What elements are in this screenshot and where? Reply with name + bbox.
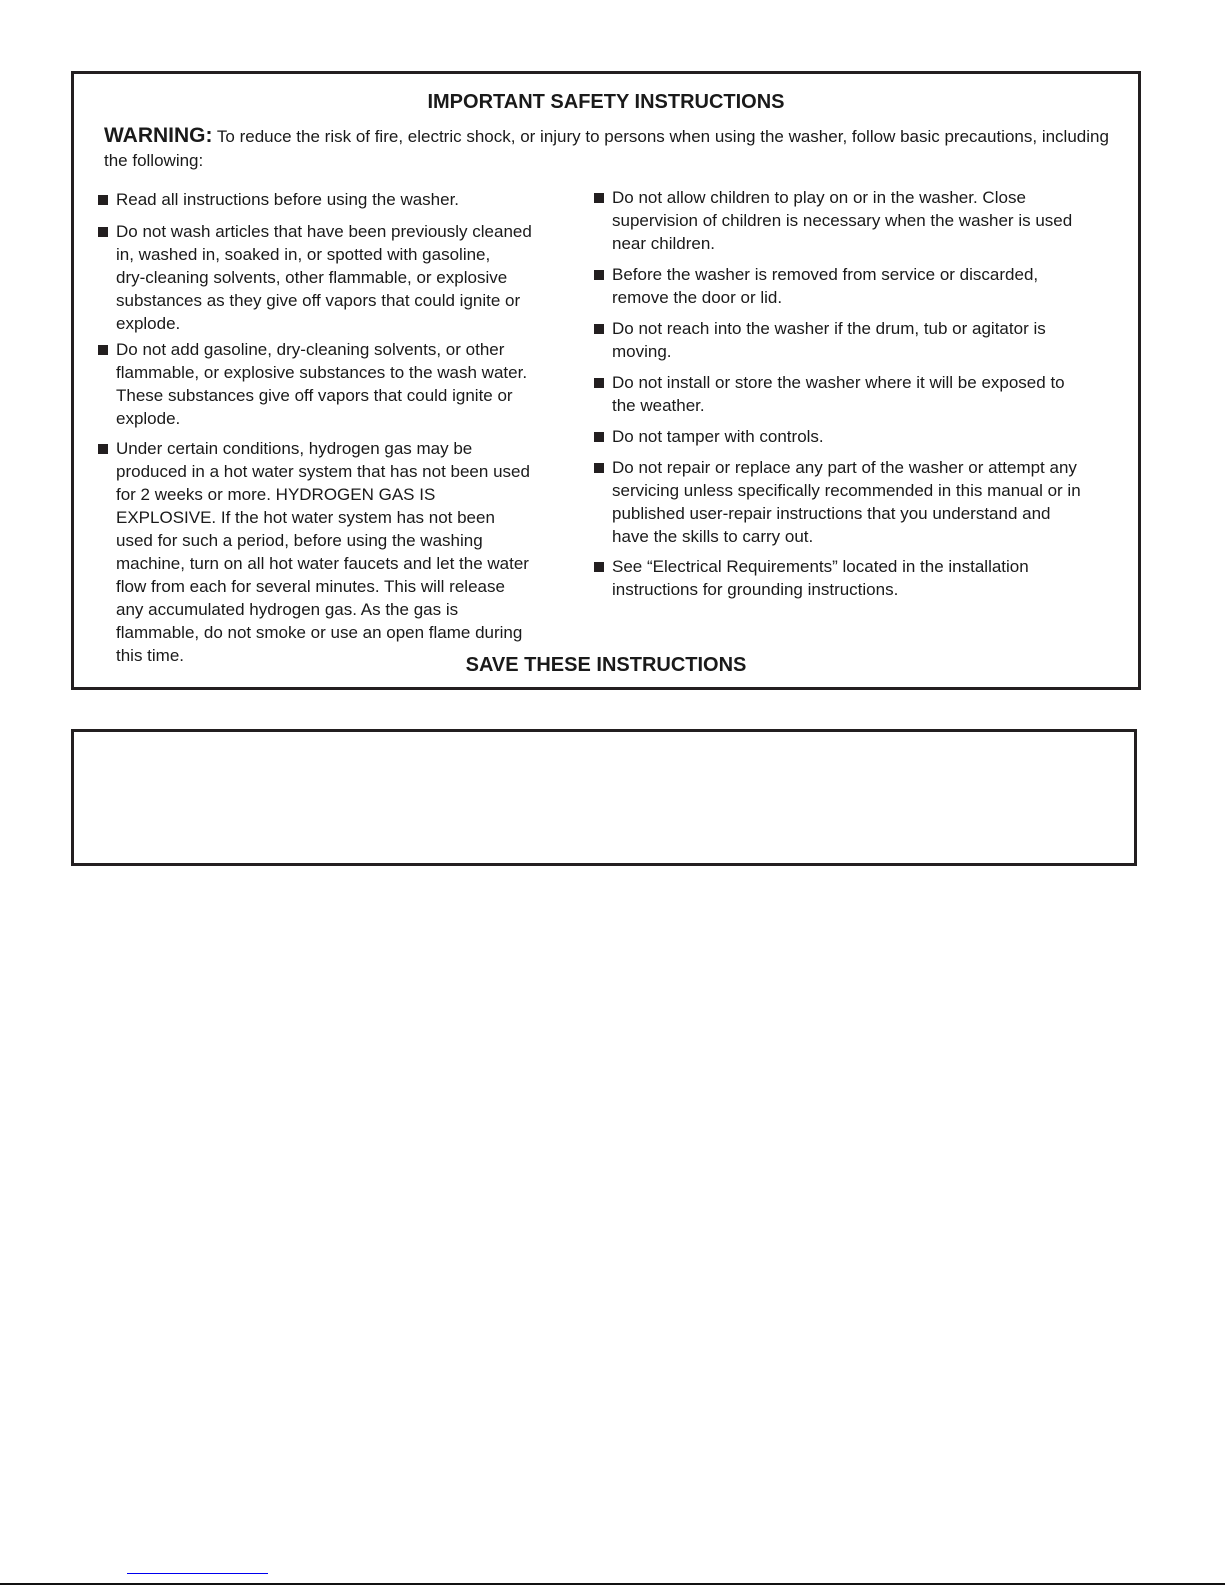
hyperlink-underline[interactable] <box>127 1573 268 1574</box>
list-item <box>98 188 459 211</box>
safety-title: IMPORTANT SAFETY INSTRUCTIONS <box>427 91 785 113</box>
warning-paragraph <box>104 124 1114 173</box>
bullet-icon <box>594 378 604 388</box>
item-text: Do not repair or replace any part of the washer or attempt any servicing unless specifically recommended in this manual or in published user-repair instructions that you understand and have the skills to carry out. <box>612 458 1081 546</box>
list-item <box>594 186 1072 255</box>
bullet-icon <box>594 270 604 280</box>
bullet-icon <box>594 324 604 334</box>
list-item <box>594 555 1029 601</box>
bullet-icon <box>594 562 604 572</box>
item-text: Do not install or store the washer where it will be exposed to the weather. <box>612 373 1065 415</box>
bullet-icon <box>98 227 108 237</box>
safety-instructions-box <box>71 71 1141 690</box>
item-text: Read all instructions before using the washer. <box>116 190 460 209</box>
item-text: See “Electrical Requirements” located in the installation instructions for grounding instructions. <box>612 557 1029 599</box>
list-item <box>594 317 1046 363</box>
empty-notice-box <box>71 729 1137 866</box>
list-item <box>594 263 1038 309</box>
list-item <box>98 338 527 430</box>
warning-text: To reduce the risk of fire, electric shock, or injury to persons when using the washer, follow basic precautions, including the following: <box>104 127 1109 170</box>
bullet-icon <box>98 444 108 454</box>
warning-label: WARNING: <box>104 124 213 147</box>
list-item <box>594 456 1081 548</box>
item-text: Do not tamper with controls. <box>612 427 824 446</box>
item-text: Do not wash articles that have been previously cleaned in, washed in, soaked in, or spotted with gasoline, dry-cleaning solvents, other flammable, or explosive substances as they give off vapors that could ignite or explode. <box>116 222 532 333</box>
bullet-icon <box>98 345 108 355</box>
bullet-icon <box>594 193 604 203</box>
item-text: Do not reach into the washer if the drum, tub or agitator is moving. <box>612 319 1046 361</box>
list-item <box>98 220 532 335</box>
item-text: Under certain conditions, hydrogen gas may be produced in a hot water system that has not been used for 2 weeks or more. HYDROGEN GAS IS EXPLOSIVE. If the hot water system has not been used for such a period, before using the washing machine, turn on all hot water faucets and let the water flow from each for several minutes. This will release any accumulated hydrogen gas. As the gas is flammable, do not smoke or use an open flame during this time. <box>116 439 530 665</box>
list-item <box>98 437 530 667</box>
list-item <box>594 371 1065 417</box>
list-item <box>594 425 824 448</box>
save-instructions-footer: SAVE THESE INSTRUCTIONS <box>465 654 747 676</box>
item-text: Do not allow children to play on or in the washer. Close supervision of children is necessary when the washer is used near children. <box>612 188 1073 253</box>
bullet-icon <box>98 195 108 205</box>
item-text: Before the washer is removed from service or discarded, remove the door or lid. <box>612 265 1039 307</box>
bullet-icon <box>594 432 604 442</box>
item-text: Do not add gasoline, dry-cleaning solvents, or other flammable, or explosive substances to the wash water. These substances give off vapors that could ignite or explode. <box>116 340 528 428</box>
bullet-icon <box>594 463 604 473</box>
